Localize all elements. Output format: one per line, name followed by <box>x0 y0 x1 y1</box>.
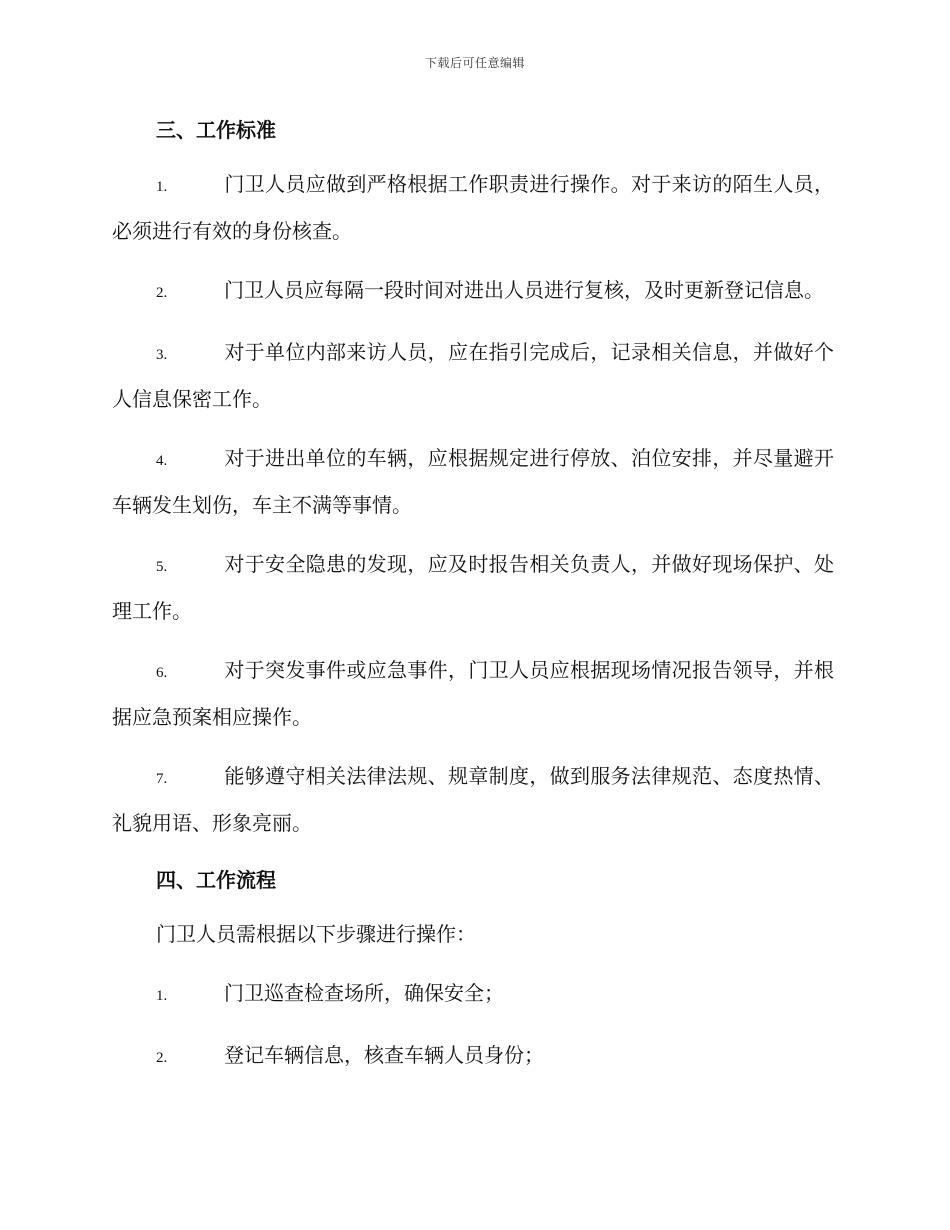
header-note: 下载后可任意编辑 <box>424 56 525 70</box>
list-item <box>112 542 834 633</box>
list-item-text: 对于单位内部来访人员，应在指引完成后，记录相关信息，并做好个人信息保密工作。 <box>112 340 834 411</box>
list-item-text: 门卫人员应每隔一段时间对进出人员进行复核，及时更新登记信息。 <box>224 278 824 302</box>
list-item <box>112 436 834 527</box>
section-title-workflow: 四、工作流程 <box>156 868 276 892</box>
document-body <box>112 110 834 1095</box>
list-item <box>112 162 834 253</box>
list-item-number: 3. <box>156 347 168 363</box>
list-item-number: 1. <box>156 179 168 195</box>
list-item-text: 门卫人员应做到严格根据工作职责进行操作。对于来访的陌生人员，必须进行有效的身份核查。 <box>112 172 834 243</box>
list-item <box>112 754 834 845</box>
list-item-text: 登记车辆信息，核查车辆人员身份； <box>224 1043 544 1067</box>
list-item-number: 7. <box>156 771 168 787</box>
list-item-text: 对于安全隐患的发现，应及时报告相关负责人，并做好现场保护、处理工作。 <box>112 552 834 623</box>
list-item-text: 门卫巡查检查场所，确保安全； <box>224 981 504 1005</box>
list-item-number: 6. <box>156 665 168 681</box>
list-item-number: 2. <box>156 1050 168 1066</box>
list-item-text: 能够遵守相关法律法规、规章制度，做到服务法律规范、态度热情、礼貌用语、形象亮丽。 <box>112 764 834 835</box>
list-item <box>112 971 834 1018</box>
list-item-number: 5. <box>156 559 168 575</box>
list-item <box>112 330 834 421</box>
list-item-text: 对于突发事件或应急事件，门卫人员应根据现场情况报告领导，并根据应急预案相应操作。 <box>112 658 834 729</box>
list-item <box>112 648 834 739</box>
list-item-number: 2. <box>156 285 168 301</box>
workflow-intro: 门卫人员需根据以下步骤进行操作： <box>156 922 476 946</box>
list-item <box>112 268 834 315</box>
list-item-text: 对于进出单位的车辆，应根据规定进行停放、泊位安排，并尽量避开车辆发生划伤，车主不满等事情。 <box>112 446 834 517</box>
section-title-work-standards: 三、工作标准 <box>156 118 276 142</box>
list-item-number: 1. <box>156 988 168 1004</box>
list-item-number: 4. <box>156 453 168 469</box>
list-item <box>112 1033 834 1080</box>
